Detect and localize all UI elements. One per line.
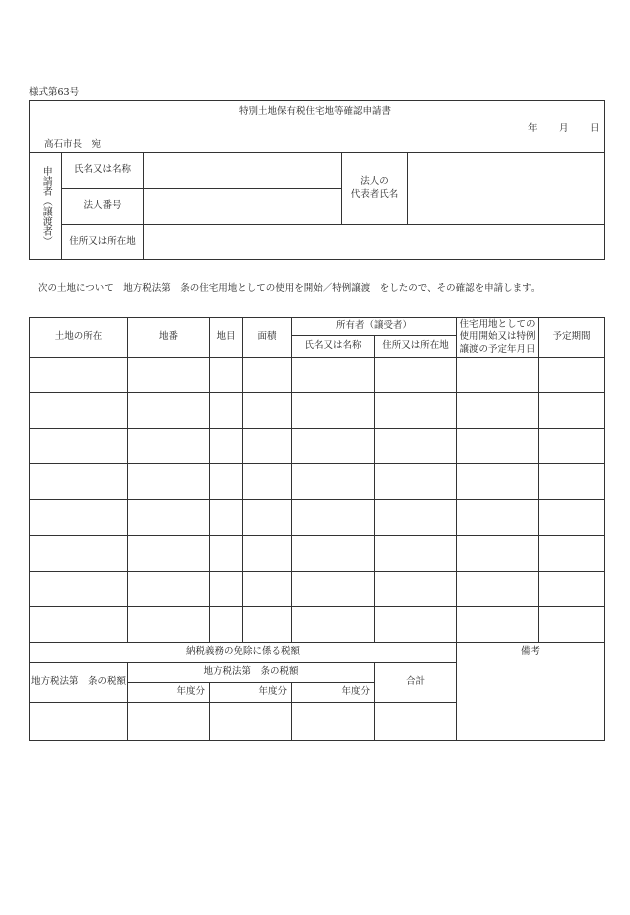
col-owner-address: 住所又は所在地	[382, 340, 449, 352]
planned-date-line3: 譲渡の予定年月日	[459, 343, 536, 355]
date-day: 日	[590, 123, 600, 134]
col-land-category: 地目	[216, 331, 236, 343]
planned-date-line1: 住宅用地としての	[459, 318, 536, 330]
corp-number-field[interactable]	[144, 189, 341, 224]
form-number: 様式第63号	[29, 87, 80, 98]
col-owner-group: 所有者（譲受者）	[335, 320, 412, 332]
table-row[interactable]	[29, 535, 605, 536]
corp-number-label: 法人番号	[83, 200, 122, 212]
col-area: 面積	[257, 331, 277, 343]
exempt-tax-header: 納税義務の免除に係る税額	[185, 646, 300, 658]
fiscal-year-1: 年度分	[176, 686, 205, 698]
name-field[interactable]	[144, 153, 341, 188]
date-year: 年	[528, 123, 538, 134]
table-row[interactable]	[29, 499, 605, 500]
form-title: 特別土地保有税住宅地等確認申請書	[238, 106, 391, 117]
address-field[interactable]	[144, 225, 604, 260]
application-statement: 次の土地について 地方税法第 条の住宅用地としての使用を開始／特例譲渡 をしたので、その確認を申請します。	[38, 283, 541, 294]
table-row[interactable]	[29, 463, 605, 464]
remarks-header: 備考	[520, 646, 540, 658]
fiscal-year-3: 年度分	[341, 686, 370, 698]
date-month: 月	[559, 123, 569, 134]
col-location: 土地の所在	[54, 331, 103, 343]
addressee: 高石市長 宛	[44, 139, 102, 150]
representative-label	[342, 153, 407, 224]
col-planned-period: 予定期間	[552, 331, 591, 343]
rep-label-line1: 法人の	[360, 175, 389, 187]
table-row[interactable]	[29, 606, 605, 607]
tax-law-group: 地方税法第 条の税額	[203, 666, 299, 678]
table-row[interactable]	[29, 392, 605, 393]
applicant-section-label: 申請者（譲渡者）	[40, 166, 52, 246]
col-planned-date	[457, 318, 538, 357]
address-label: 住所又は所在地	[69, 236, 136, 248]
col-owner-name: 氏名又は名称	[304, 340, 362, 352]
table-row[interactable]	[29, 428, 605, 429]
tax-law-col: 地方税法第 条の税額	[30, 676, 126, 688]
table-row[interactable]	[29, 571, 605, 572]
planned-date-line2: 使用開始又は特例	[459, 331, 536, 343]
rep-label-line2: 代表者氏名	[350, 188, 399, 200]
representative-field[interactable]	[408, 153, 604, 224]
name-label: 氏名又は名称	[73, 164, 131, 176]
fiscal-year-2: 年度分	[258, 686, 287, 698]
col-lot-number: 地番	[158, 331, 178, 343]
total-label: 合計	[405, 676, 425, 688]
